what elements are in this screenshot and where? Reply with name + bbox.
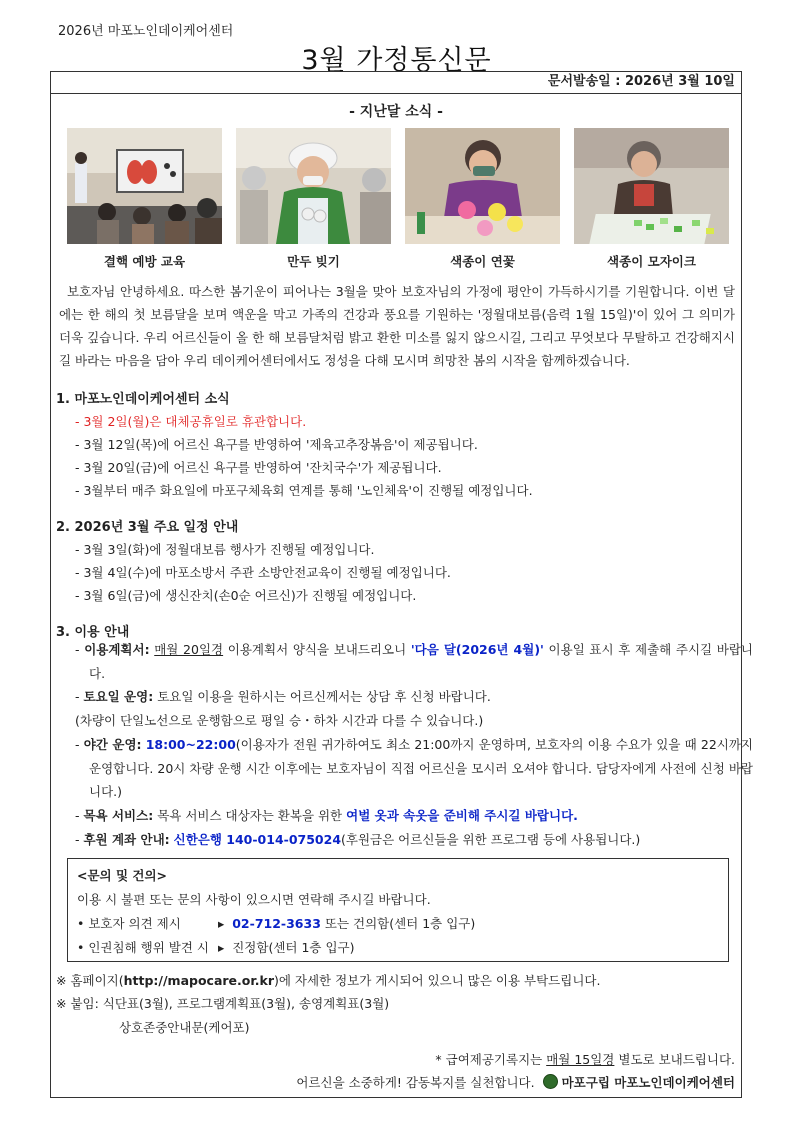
pay-pre: * 급여제공기록지는 xyxy=(435,1052,547,1067)
night-label: 야간 운영: xyxy=(83,737,142,752)
plan-text: 이용계획서 양식을 보내드리오니 xyxy=(223,642,411,657)
section2-title: 2. 2026년 3월 주요 일정 안내 xyxy=(56,520,239,535)
guardian-rest: 또는 건의함(센터 1층 입구) xyxy=(320,916,476,931)
saturday-label: 토요일 운영: xyxy=(83,689,154,704)
saturday-text-2: (차량이 단일노선으로 운행함으로 평일 승・하차 시간과 다를 수 있습니다.) xyxy=(75,713,484,728)
photo-paper-lotus xyxy=(405,128,560,244)
center-logo-icon xyxy=(543,1074,558,1089)
saturday-note xyxy=(75,709,753,733)
rights-label: • 인권침해 행위 발견 시 xyxy=(77,940,209,955)
attachment-note: ※ 붙임: 식단표(3월), 프로그램계획표(3월), 송영계획표(3월) xyxy=(56,996,390,1011)
inquiry-box xyxy=(67,858,729,962)
plan-date: 매월 20일경 xyxy=(154,642,224,657)
account-number: 신한은행 140-014-075024 xyxy=(173,832,342,847)
section1-item: - 3월 2일(월)은 대체공휴일로 휴관합니다. xyxy=(75,414,307,429)
inquiry-row-guardian xyxy=(77,914,181,932)
section2-item: - 3월 3일(화)에 정월대보름 행사가 진행될 예정입니다. xyxy=(75,542,375,557)
homepage-note xyxy=(56,971,600,989)
homepage-pre: ※ 홈페이지( xyxy=(56,973,124,988)
phone-number[interactable]: 02-712-3633 xyxy=(232,916,321,931)
plan-label: 이용계획서: xyxy=(84,642,150,657)
inquiry-desc: 이용 시 불편 또는 문의 사항이 있으시면 연락해 주시길 바랍니다. xyxy=(77,892,431,907)
arrow-icon: ▸ xyxy=(218,916,225,931)
photo-dumpling xyxy=(236,128,391,244)
section2-item: - 3월 4일(수)에 마포소방서 주관 소방안전교육이 진행될 예정입니다. xyxy=(75,565,451,580)
guardian-label: • 보호자 의견 제시 xyxy=(77,916,181,931)
caption-photo-4: 색종이 모자이크 xyxy=(607,254,696,269)
photo-paper-mosaic xyxy=(574,128,729,244)
greeting-paragraph: 보호자님 안녕하세요. 따스한 봄기운이 피어나는 3월을 맞아 보호자님의 가정에 평안이 가득하시기를 기원합니다. 이번 달에는 한 해의 첫 보름달을 보며 액운을 막고 가족의 건강과 풍요를 기원하는 '정월대보름(음력 1월 15일)'이 있어 그 의미가 더욱 깊습니다. 우리 어르신들이 올 한 해 보름달처럼 밝고 환한 미소를 잃지 않으시길, 그리고 무엇보다 무탈하고 건강해지시길 바라는 마음을 담아 우리 데이케어센터에서도 정성을 다해 모시며 희망찬 봄의 시작을 함께하겠습니다. xyxy=(59,284,735,368)
pay-date: 매월 15일경 xyxy=(546,1052,615,1067)
center-signature: 마포구립 마포노인데이케어센터 xyxy=(561,1075,735,1090)
usage-plan-notice: - 이용계획서: 매월 20일경 이용계획서 양식을 보내드리오니 '다음 달(2026년 4월)' 이용일 표시 후 제출해 주시길 바랍니다. xyxy=(75,642,753,681)
homepage-post: )에 자세한 정보가 게시되어 있으니 많은 이용 부탁드립니다. xyxy=(273,973,601,988)
page-title: 3월 가정통신문 xyxy=(301,45,492,76)
photo-tb-education xyxy=(67,128,222,244)
bath-label: 목욕 서비스: xyxy=(83,808,154,823)
caption-photo-1: 결핵 예방 교육 xyxy=(103,254,186,269)
night-notice: - 야간 운영: 18:00~22:00(이용자가 전원 귀가하여도 최소 21:00까지 운영하며, 보호자의 이용 수요가 있을 때 22시까지 운영합니다. 20시 차량 운행 시간 이후에는 보호자님이 직접 어르신을 모시러 오셔야 합니다. 담당자에게 사전에 신청 바랍니다.) xyxy=(75,737,753,799)
news-heading: - 지난달 소식 - xyxy=(349,104,443,120)
pay-record-note xyxy=(435,1050,735,1068)
pay-post: 별도로 보내드립니다. xyxy=(614,1052,735,1067)
issue-date: 문서발송일 : 2026년 3월 10일 xyxy=(51,72,741,94)
inquiry-row-rights xyxy=(77,938,209,956)
caption-photo-3: 색종이 연꽃 xyxy=(450,254,515,269)
account-label: 후원 계좌 안내: xyxy=(83,832,170,847)
caption-photo-2: 만두 빚기 xyxy=(287,254,340,269)
account-text: (후원금은 어르신들을 위한 프로그램 등에 사용됩니다.) xyxy=(341,832,641,847)
slogan: 어르신을 소중하게! 감동복지를 실천합니다. xyxy=(296,1075,535,1090)
section1-item: - 3월부터 매주 화요일에 마포구체육회 연계를 통해 '노인체육'이 진행될 예정입니다. xyxy=(75,483,533,498)
section1-item: - 3월 12일(목)에 어르신 욕구를 반영하여 '제육고추장볶음'이 제공됩니다. xyxy=(75,437,478,452)
signature-line xyxy=(296,1073,735,1091)
saturday-notice: - 토요일 운영: 토요일 이용을 원하시는 어르신께서는 상담 후 신청 바랍니다. xyxy=(75,689,491,704)
night-text: (이용자가 전원 귀가하여도 최소 21:00까지 운영하며, 보호자의 이용 수요가 있을 때 22시까지 운영합니다. 20시 차량 운행 시간 이후에는 보호자님이 직접 어르신을 모시러 오셔야 합니다. 담당자에게 사전에 신청 바랍니다.) xyxy=(89,737,753,799)
org-line: 2026년 마포노인데이케어센터 xyxy=(58,24,234,39)
account-notice: - 후원 계좌 안내: 신한은행 140-014-075024(후원금은 어르신들을 위한 프로그램 등에 사용됩니다.) xyxy=(75,832,641,847)
inquiry-title: <문의 및 건의> xyxy=(77,868,168,883)
plan-text-2: 이용일 표시 후 제출해 주시길 바랍니다. xyxy=(89,642,753,681)
night-hours: 18:00~22:00 xyxy=(145,737,236,752)
inquiry-row-rights-value xyxy=(218,938,355,956)
bath-text: 목욕 서비스 대상자는 환복을 위한 xyxy=(153,808,347,823)
rights-rest: 진정함(센터 1층 입구) xyxy=(232,940,355,955)
inquiry-row-guardian-value xyxy=(218,914,475,932)
plan-highlight: '다음 달(2026년 4월)' xyxy=(410,642,544,657)
homepage-link[interactable]: http://mapocare.or.kr xyxy=(123,973,274,988)
attachment-note-2: 상호존중안내문(케어포) xyxy=(119,1020,250,1035)
section2-item: - 3월 6일(금)에 생신잔치(손0순 어르신)가 진행될 예정입니다. xyxy=(75,588,417,603)
section1-item: - 3월 20일(금)에 어르신 욕구를 반영하여 '잔치국수'가 제공됩니다. xyxy=(75,460,442,475)
bath-notice: - 목욕 서비스: 목욕 서비스 대상자는 환복을 위한 여벌 옷과 속옷을 준비해 주시길 바랍니다. xyxy=(75,808,578,823)
arrow-icon: ▸ xyxy=(218,940,225,955)
saturday-text: 토요일 이용을 원하시는 어르신께서는 상담 후 신청 바랍니다. xyxy=(153,689,491,704)
bath-highlight: 여벌 옷과 속옷을 준비해 주시길 바랍니다. xyxy=(346,808,578,823)
section1-title: 1. 마포노인데이케어센터 소식 xyxy=(56,392,230,407)
section3-title: 3. 이용 안내 xyxy=(56,625,130,640)
newsletter-frame xyxy=(50,71,753,1098)
